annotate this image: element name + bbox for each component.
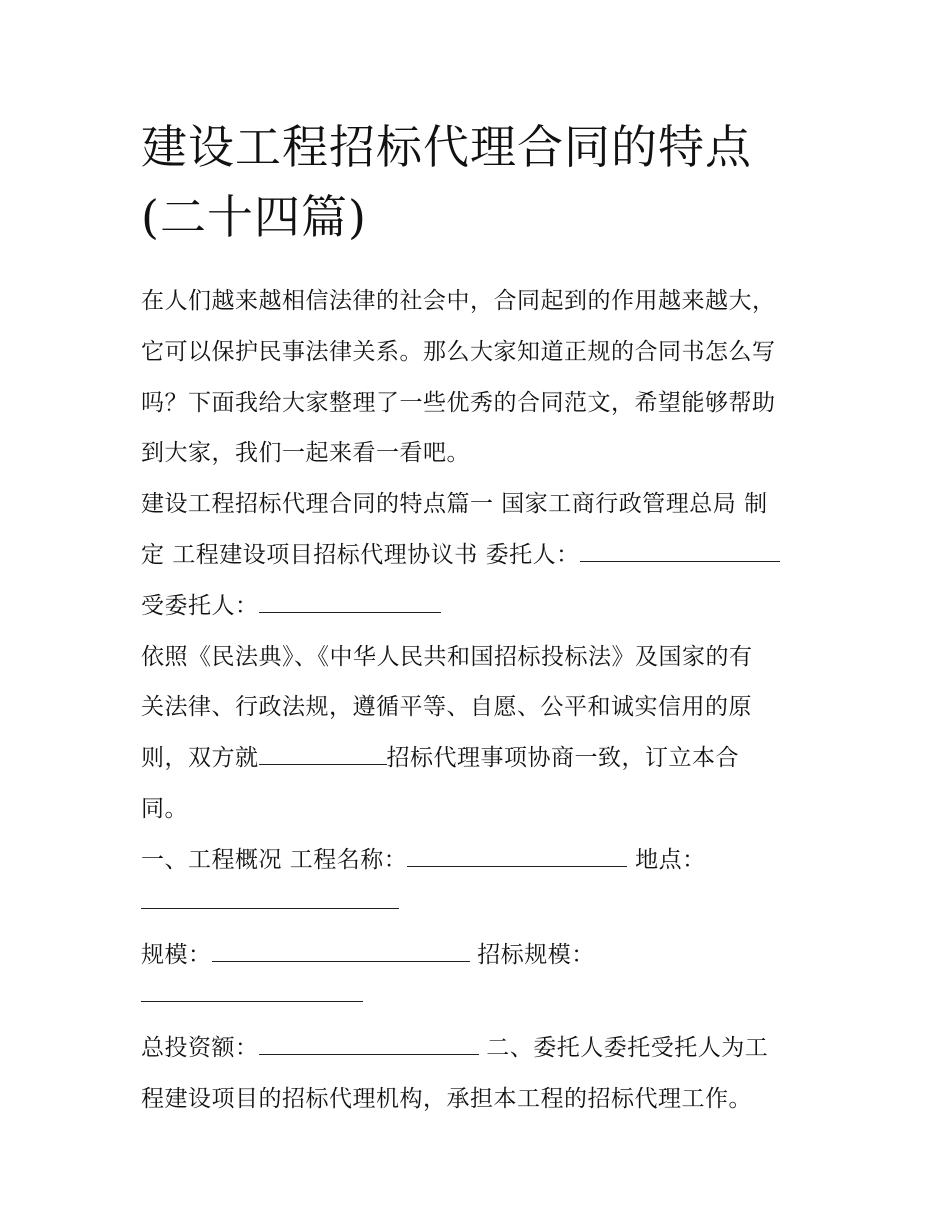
location-label: 地点：: [627, 847, 706, 873]
section-one-heading: 建设工程招标代理合同的特点篇一 国家工商行政管理总局 制: [141, 491, 768, 517]
intro-line-2: 它可以保护民事法律关系。那么大家知道正规的合同书怎么写: [141, 339, 776, 365]
section-one-line-2: [141, 538, 780, 572]
agent-blank: [259, 590, 441, 613]
basis-line-1: 依照《民法典》、《中华人民共和国招标投标法》及国家的有: [141, 644, 753, 670]
document-title: [141, 112, 821, 252]
location-blank-line: [141, 885, 399, 919]
basis-line-2: 关法律、行政法规，遵循平等、自愿、公平和诚实信用的原: [141, 694, 752, 720]
section-one-line-3: [141, 589, 441, 623]
investment-label: 总投资额：: [141, 1035, 259, 1061]
basis-line-3-post: 招标代理事项协商一致，订立本合: [386, 745, 739, 771]
bid-scale-blank-line: [141, 978, 363, 1012]
client-blank: [580, 539, 780, 562]
final-line: 程建设项目的招标代理机构，承担本工程的招标代理工作。: [141, 1086, 752, 1112]
bid-scale-label: 招标规模：: [469, 942, 595, 968]
basis-line-3: [141, 741, 739, 775]
scale-line: [141, 938, 595, 972]
basis-line-3-pre: 则，双方就: [141, 745, 259, 771]
investment-post: 二、委托人委托受托人为工: [478, 1035, 769, 1061]
scale-label: 规模：: [141, 942, 212, 968]
project-line-1: [141, 843, 706, 877]
project-name-blank: [407, 844, 627, 867]
scale-blank: [212, 939, 470, 962]
intro-line-3: 吗？下面我给大家整理了一些优秀的合同范文，希望能够帮助: [141, 390, 776, 416]
location-blank: [141, 886, 399, 909]
intro-line-1: 在人们越来越相信法律的社会中，合同起到的作用越来越大，: [141, 288, 776, 314]
client-label: 定 工程建设项目招标代理协议书 委托人：: [141, 542, 580, 568]
investment-line: [141, 1031, 768, 1065]
title-line-2: (二十四篇): [141, 190, 367, 244]
project-matter-blank: [259, 742, 387, 765]
bid-scale-blank: [141, 979, 363, 1002]
basis-line-4: 同。: [141, 796, 188, 822]
project-name-label: 一、工程概况 工程名称：: [141, 847, 408, 873]
title-line-1: 建设工程招标代理合同的特点: [141, 120, 752, 174]
agent-label: 受委托人：: [141, 593, 259, 619]
investment-blank: [259, 1032, 479, 1055]
intro-line-4: 到大家，我们一起来看一看吧。: [141, 440, 470, 466]
